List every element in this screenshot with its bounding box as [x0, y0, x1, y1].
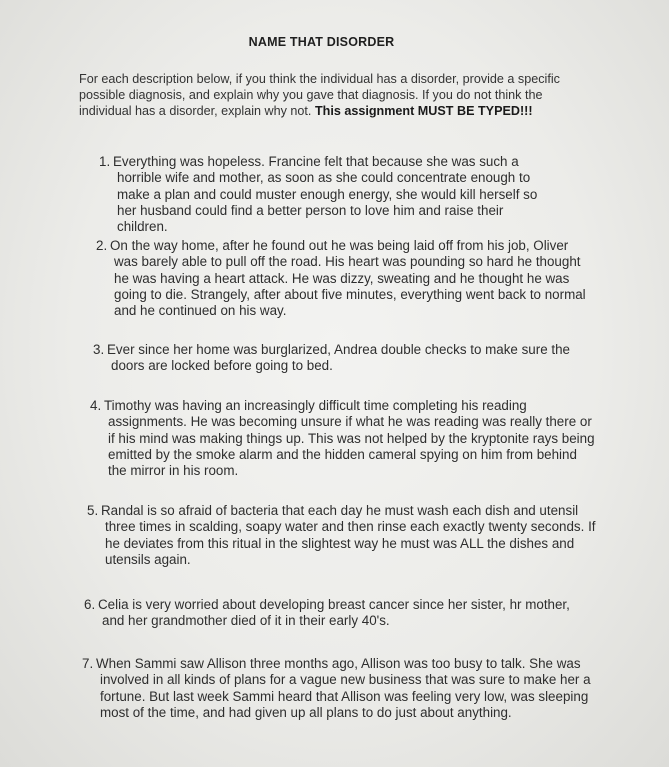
- case-number: 5.: [87, 503, 99, 518]
- case-item-5: [87, 503, 600, 568]
- case-number: 2.: [96, 238, 108, 253]
- instructions-text: For each description below, if you think the individual has a disorder, provide a specific possible diagnosis, and explain why you gave that diagnosis. If you do not think the individual has a disorder, explain why not.: [79, 72, 560, 119]
- case-item-4: [90, 398, 598, 479]
- case-text: Randal is so afraid of bacteria that each day he must wash each dish and utensil three times in scalding, soapy water and then rinse each exactly twenty seconds. If he deviates from this ritual in the slightest way he must was ALL the dishes and utensils again.: [101, 503, 596, 567]
- case-item-7: [82, 656, 600, 721]
- case-text: Timothy was having an increasingly difficult time completing his reading assignments. He was becoming unsure if what he was reading was really there or if his mind was making things up. This was not helped by the kryptonite rays being emitted by the smoke alarm and the hidden cameral spying on him from behind the mirror in his room.: [104, 398, 595, 479]
- document-title: NAME THAT DISORDER: [248, 35, 395, 49]
- case-number: 3.: [93, 342, 105, 357]
- case-number: 7.: [82, 656, 94, 671]
- case-text: On the way home, after he found out he was being laid off from his job, Oliver was barely able to pull off the road. His heart was pounding so hard he thought he was having a heart attack. He was dizzy, sweating and he thought he was going to die. Strangely, after about five minutes, everything went back to normal and he continued on his way.: [110, 238, 586, 319]
- instructions-paragraph: [79, 71, 579, 120]
- case-text: Celia is very worried about developing breast cancer since her sister, hr mother, and her grandmother died of it in their early 40's.: [98, 597, 570, 629]
- case-item-2: [96, 238, 589, 319]
- typed-requirement-emphasis: This assignment MUST BE TYPED!!!: [314, 104, 533, 119]
- case-number: 4.: [90, 398, 102, 413]
- case-item-3: [93, 342, 591, 375]
- case-text: Ever since her home was burglarized, Andrea double checks to make sure the doors are locked before going to bed.: [107, 342, 570, 374]
- case-number: 6.: [84, 597, 96, 612]
- case-number: 1.: [99, 154, 111, 169]
- case-text: Everything was hopeless. Francine felt that because she was such a horrible wife and mother, as soon as she could concentrate enough to make a plan and could muster enough energy, she would kill herself so her husband could find a better person to love him and raise their children.: [113, 154, 538, 235]
- case-item-1: [99, 154, 557, 235]
- case-text: When Sammi saw Allison three months ago, Allison was too busy to talk. She was involved in all kinds of plans for a vague new business that was sure to make her a fortune. But last week Sammi heard that Allison was feeling very low, was sleeping most of the time, and had given up all plans to do just about anything.: [96, 656, 591, 720]
- case-item-6: [84, 597, 582, 630]
